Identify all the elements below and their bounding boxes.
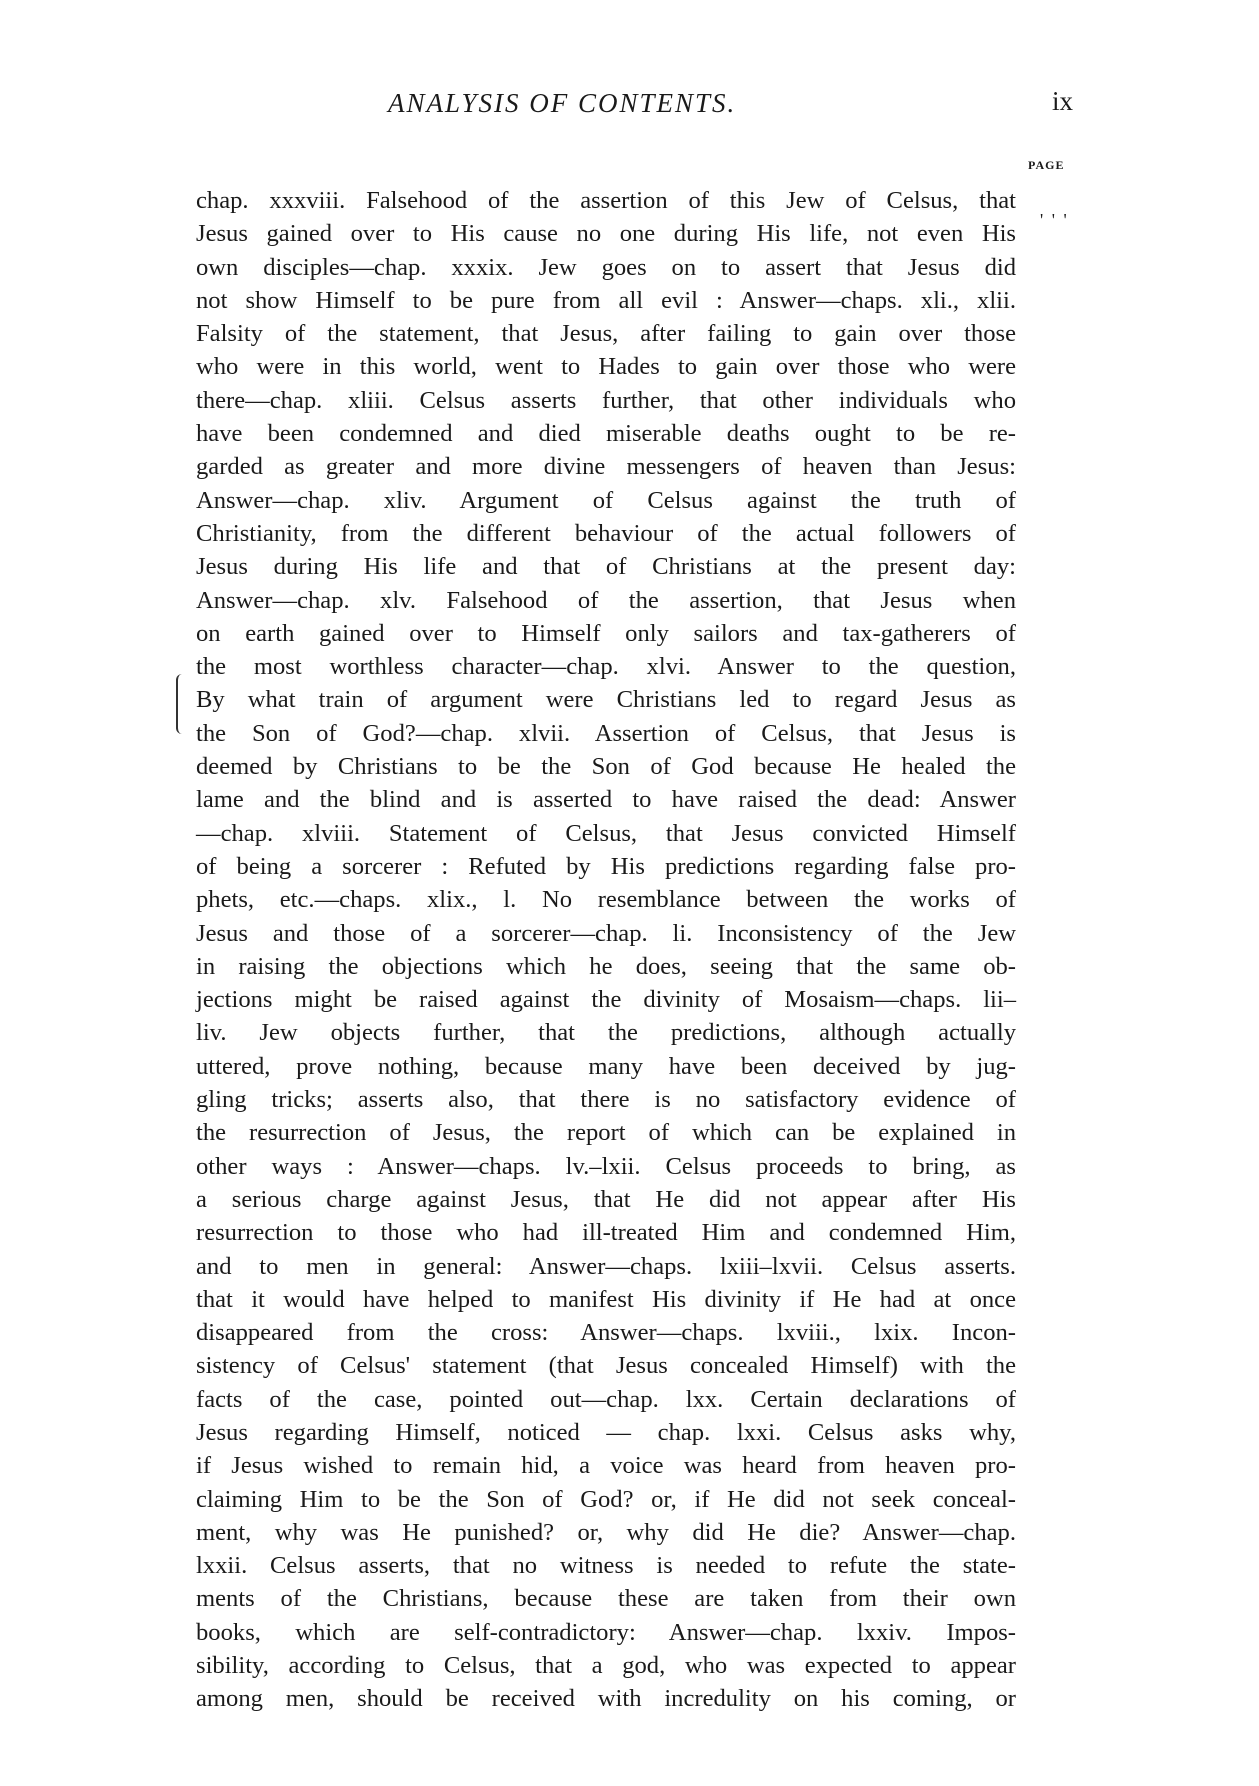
margin-mark: ' ' ' xyxy=(1040,210,1069,230)
text-line: Falsity of the statement, that Jesus, after failing to gain over those xyxy=(196,320,1016,348)
text-line: Jesus during His life and that of Christians at the present day: xyxy=(196,553,1016,581)
text-line: sibility, according to Celsus, that a god, who was expected to appear xyxy=(196,1652,1016,1680)
text-line: who were in this world, went to Hades to gain over those who were xyxy=(196,353,1016,381)
text-line: sistency of Celsus' statement (that Jesus concealed Himself) with the xyxy=(196,1352,1016,1380)
text-line: Answer—chap. xliv. Argument of Celsus against the truth of xyxy=(196,486,1016,514)
text-line: a serious charge against Jesus, that He did not appear after His xyxy=(196,1185,1016,1213)
text-line: Jesus gained over to His cause no one during His life, not even His xyxy=(196,220,1016,248)
text-line: lame and the blind and is asserted to have raised the dead: Answer xyxy=(196,786,1016,814)
text-line: jections might be raised against the divinity of Mosaism—chaps. lii– xyxy=(196,986,1016,1014)
text-line: chap. xxxviii. Falsehood of the assertion of this Jew of Celsus, that xyxy=(196,187,1016,214)
text-line: garded as greater and more divine messengers of heaven than Jesus: xyxy=(196,453,1016,481)
text-line: the most worthless character—chap. xlvi. Answer to the question, xyxy=(196,653,1016,681)
text-line: the resurrection of Jesus, the report of which can be explained in xyxy=(196,1119,1016,1147)
text-line: facts of the case, pointed out—chap. lxx. Certain declarations of xyxy=(196,1385,1016,1413)
text-line: Christianity, from the different behaviour of the actual followers of xyxy=(196,519,1016,547)
margin-bracket-mark xyxy=(176,674,184,734)
text-line: phets, etc.—chaps. xlix., l. No resemblance between the works of xyxy=(196,886,1016,914)
text-line: that it would have helped to manifest His divinity if He had at once xyxy=(196,1285,1016,1313)
text-line: claiming Him to be the Son of God? or, if He did not seek conceal- xyxy=(196,1485,1016,1513)
text-line: other ways : Answer—chaps. lv.–lxii. Celsus proceeds to bring, as xyxy=(196,1152,1016,1180)
text-line: gling tricks; asserts also, that there is no satisfactory evidence of xyxy=(196,1086,1016,1114)
page-number: ix xyxy=(1052,86,1074,116)
contents-text-block xyxy=(196,184,1016,1716)
text-line: Answer—chap. xlv. Falsehood of the assertion, that Jesus when xyxy=(196,586,1016,614)
text-line: not show Himself to be pure from all evil : Answer—chaps. xli., xlii. xyxy=(196,286,1016,314)
text-line: Jesus and those of a sorcerer—chap. li. Inconsistency of the Jew xyxy=(196,919,1016,947)
text-line: books, which are self-contradictory: Answer—chap. lxxiv. Impos- xyxy=(196,1618,1016,1646)
text-line: —chap. xlviii. Statement of Celsus, that Jesus convicted Himself xyxy=(196,819,1016,847)
text-line: among men, should be received with incredulity on his coming, or xyxy=(196,1685,1016,1713)
text-line: ments of the Christians, because these are taken from their own xyxy=(196,1585,1016,1613)
text-line: liv. Jew objects further, that the predictions, although actually xyxy=(196,1019,1016,1047)
text-line: have been condemned and died miserable deaths ought to be re- xyxy=(196,420,1016,448)
text-line: disappeared from the cross: Answer—chaps. lxviii., lxix. Incon- xyxy=(196,1319,1016,1347)
text-line: if Jesus wished to remain hid, a voice was heard from heaven pro- xyxy=(196,1452,1016,1480)
text-line: deemed by Christians to be the Son of God because He healed the xyxy=(196,753,1016,781)
text-line: ment, why was He punished? or, why did He die? Answer—chap. xyxy=(196,1518,1016,1546)
text-line: the Son of God?—chap. xlvii. Assertion of Celsus, that Jesus is xyxy=(196,719,1016,747)
text-line: in raising the objections which he does, seeing that the same ob- xyxy=(196,952,1016,980)
text-line: lxxii. Celsus asserts, that no witness is needed to refute the state- xyxy=(196,1552,1016,1580)
text-line: on earth gained over to Himself only sailors and tax-gatherers of xyxy=(196,619,1016,647)
running-head: ANALYSIS OF CONTENTS. xyxy=(388,88,737,118)
text-line: resurrection to those who had ill-treated Him and condemned Him, xyxy=(196,1219,1016,1247)
text-line: uttered, prove nothing, because many have been deceived by jug- xyxy=(196,1052,1016,1080)
text-line: Jesus regarding Himself, noticed — chap. lxxi. Celsus asks why, xyxy=(196,1418,1016,1446)
text-line: own disciples—chap. xxxix. Jew goes on to assert that Jesus did xyxy=(196,253,1016,281)
text-line: of being a sorcerer : Refuted by His predictions regarding false pro- xyxy=(196,852,1016,880)
text-line: By what train of argument were Christians led to regard Jesus as xyxy=(196,686,1016,714)
page-column-label: PAGE xyxy=(1028,158,1065,172)
text-line: there—chap. xliii. Celsus asserts further, that other individuals who xyxy=(196,386,1016,414)
text-line: and to men in general: Answer—chaps. lxiii–lxvii. Celsus asserts. xyxy=(196,1252,1016,1280)
